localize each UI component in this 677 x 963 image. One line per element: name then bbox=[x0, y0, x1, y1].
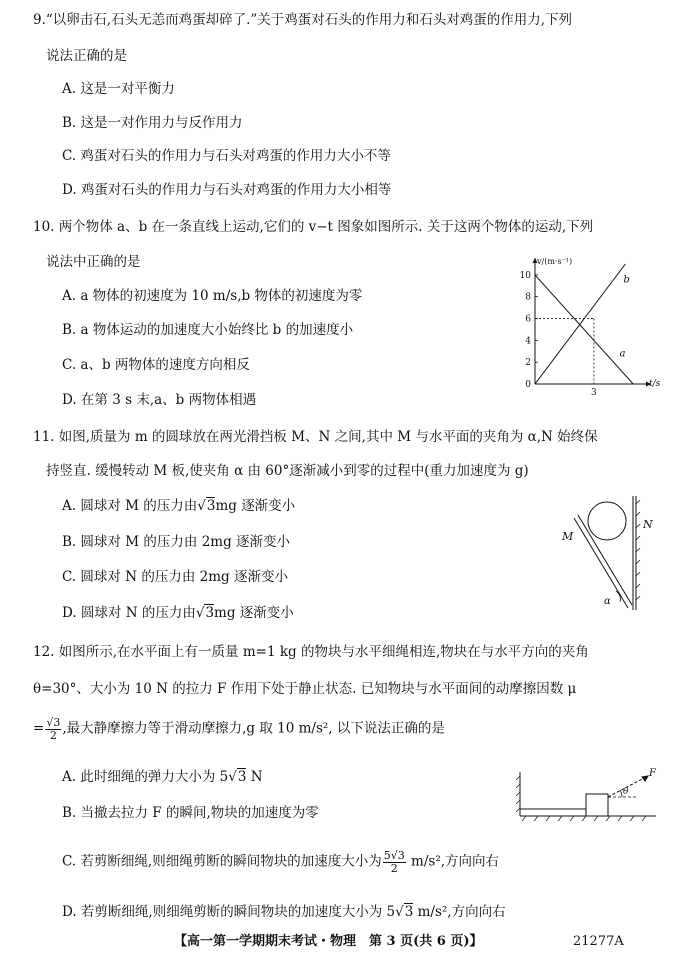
q11-option-a-pre: A. 圆球对 M 的压力由 bbox=[62, 498, 198, 514]
accel-fraction bbox=[383, 850, 406, 874]
q11-option-d-radicand: 3 bbox=[205, 605, 215, 621]
sqrt-sign: √ bbox=[395, 904, 404, 920]
q12-option-d-post: m/s²,方向向右 bbox=[413, 904, 506, 920]
q12-stem-line2: θ=30°、大小为 10 N 的拉力 F 作用下处于静止状态. 已知物块与水平面间的动摩擦因数 μ bbox=[33, 681, 577, 697]
q12-option-c bbox=[62, 850, 499, 874]
q12-option-c-pre: C. 若剪断细绳,则细绳剪断的瞬间物块的加速度大小为 bbox=[62, 853, 382, 870]
q12-option-a-radicand: 3 bbox=[237, 769, 247, 785]
q12-option-d-pre: D. 若剪断细绳,则细绳剪断的瞬间物块的加速度大小为 5 bbox=[62, 904, 396, 920]
series-label-b: b bbox=[623, 274, 630, 286]
y-axis-label: v/(m·s⁻¹) bbox=[537, 257, 573, 266]
label-m: M bbox=[562, 530, 574, 543]
ball bbox=[588, 502, 626, 540]
sqrt-sign: √ bbox=[228, 769, 237, 785]
accel-denominator: 2 bbox=[390, 861, 398, 875]
q12-option-a-pre: A. 此时细绳的弹力大小为 5 bbox=[62, 769, 229, 785]
x-axis-label: t/s bbox=[649, 379, 661, 389]
q9-stem-line1: 9.“以卵击石,石头无恙而鸡蛋却碎了.”关于鸡蛋对石头的作用力和石头对鸡蛋的作用力,下列 bbox=[33, 12, 573, 28]
q10-option-c: C. a、b 两物体的速度方向相反 bbox=[62, 357, 250, 373]
q11-option-b: B. 圆球对 M 的压力由 2mg 逐渐变小 bbox=[62, 534, 291, 550]
ball-between-plates-figure bbox=[558, 494, 658, 612]
y-tick-label: 6 bbox=[525, 314, 531, 325]
q12-option-b: B. 当撤去拉力 F 的瞬间,物块的加速度为零 bbox=[62, 805, 319, 821]
label-f: F bbox=[649, 768, 656, 779]
mu-fraction bbox=[45, 717, 61, 741]
q12-option-c-post: m/s²,方向向右 bbox=[406, 853, 500, 870]
series-line-a bbox=[535, 275, 633, 384]
q11-stem-line1: 11. 如图,质量为 m 的圆球放在两光滑挡板 M、N 之间,其中 M 与水平面的夹角为 α,N 始终保 bbox=[33, 429, 598, 445]
q9-option-b: B. 这是一对作用力与反作用力 bbox=[62, 115, 243, 131]
plate-m bbox=[574, 518, 628, 608]
q12-stem-line3 bbox=[33, 717, 445, 741]
block bbox=[586, 794, 608, 816]
mu-numerator: √3 bbox=[46, 716, 61, 729]
label-n: N bbox=[643, 518, 653, 531]
q11-option-d bbox=[62, 607, 294, 621]
q12-stem-line3-post: ,最大静摩擦力等于滑动摩擦力,g 取 10 m/s², 以下说法正确的是 bbox=[62, 720, 445, 737]
y-tick-label: 0 bbox=[525, 380, 531, 390]
q10-option-d: D. 在第 3 s 末,a、b 两物体相遇 bbox=[62, 392, 257, 408]
q9-option-c: C. 鸡蛋对石头的作用力与石头对鸡蛋的作用力大小不等 bbox=[62, 148, 391, 164]
q12-option-a bbox=[62, 771, 263, 785]
q10-stem-line2: 说法中正确的是 bbox=[46, 254, 141, 270]
label-theta: θ bbox=[623, 787, 629, 797]
q11-option-d-pre: D. 圆球对 N 的压力由 bbox=[62, 605, 196, 621]
y-tick-label: 2 bbox=[525, 358, 531, 369]
angle-arc bbox=[616, 591, 620, 602]
y-tick-label: 10 bbox=[519, 270, 531, 281]
q10-option-b: B. a 物体运动的加速度大小始终比 b 的加速度小 bbox=[62, 322, 354, 338]
footer-title: 【高一第一学期期末考试・物理 第 3 页(共 6 页)】 bbox=[174, 934, 483, 949]
sqrt-sign: √ bbox=[197, 498, 206, 514]
y-tick-label: 8 bbox=[525, 292, 531, 303]
q11-option-a-radicand: 3 bbox=[206, 498, 216, 514]
q11-option-a-post: mg 逐渐变小 bbox=[215, 498, 296, 514]
q12-stem-line1: 12. 如图所示,在水平面上有一质量 m=1 kg 的物块与水平细绳相连,物块在与水平方向的夹角 bbox=[33, 644, 589, 660]
q11-option-d-post: mg 逐渐变小 bbox=[214, 605, 294, 621]
accel-numerator: 5√3 bbox=[383, 849, 405, 862]
footer-code: 21277A bbox=[573, 934, 624, 949]
q12-stem-line3-pre: = bbox=[33, 720, 45, 737]
label-alpha: α bbox=[604, 596, 611, 607]
q9-stem-line2: 说法正确的是 bbox=[46, 48, 127, 64]
y-tick-label: 4 bbox=[525, 336, 531, 347]
q12-option-d bbox=[62, 906, 506, 920]
q10-stem-line1: 10. 两个物体 a、b 在一条直线上运动,它们的 v−t 图象如图所示. 关于这两个物体的运动,下列 bbox=[33, 219, 594, 235]
sqrt-sign: √ bbox=[195, 605, 205, 621]
q10-option-a: A. a 物体的初速度为 10 m/s,b 物体的初速度为零 bbox=[62, 288, 363, 304]
x-tick-label: 3 bbox=[591, 388, 597, 398]
q9-option-d: D. 鸡蛋对石头的作用力与石头对鸡蛋的作用力大小相等 bbox=[62, 182, 392, 198]
series-line-b bbox=[535, 264, 625, 384]
vt-chart bbox=[505, 254, 661, 404]
mu-denominator: 2 bbox=[49, 728, 57, 742]
block-rope-figure bbox=[508, 766, 658, 826]
q11-stem-line2: 持竖直. 缓慢转动 M 板,使夹角 α 由 60°逐渐减小到零的过程中(重力加速度为 g) bbox=[46, 463, 529, 479]
q11-option-c: C. 圆球对 N 的压力由 2mg 逐渐变小 bbox=[62, 569, 288, 585]
q9-option-a: A. 这是一对平衡力 bbox=[62, 81, 175, 97]
series-label-a: a bbox=[619, 348, 626, 360]
q12-option-d-radicand: 3 bbox=[404, 904, 414, 920]
q11-option-a bbox=[62, 500, 295, 514]
q12-option-a-post: N bbox=[246, 769, 263, 785]
theta-arc bbox=[620, 790, 622, 797]
